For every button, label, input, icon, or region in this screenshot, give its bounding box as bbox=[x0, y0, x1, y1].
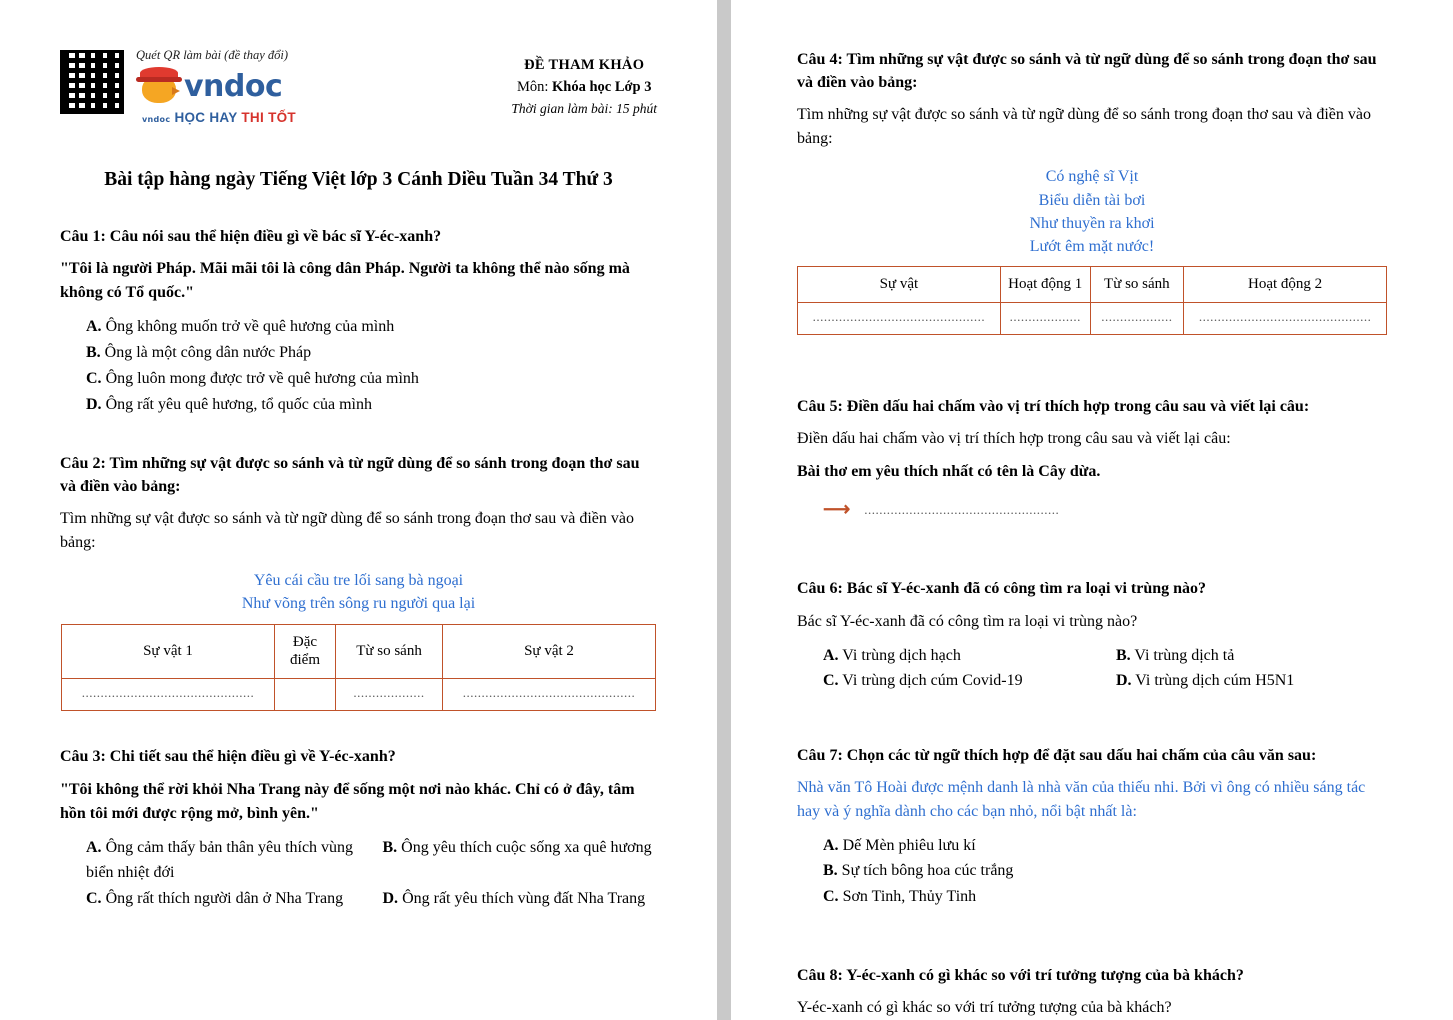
comparison-table bbox=[61, 624, 656, 712]
question-options bbox=[797, 643, 1387, 695]
option-d-key: D. bbox=[382, 890, 399, 908]
question-heading: Câu 3: Chi tiết sau thể hiện điều gì về Y-éc-xanh? bbox=[60, 748, 396, 766]
logo-row bbox=[136, 65, 296, 109]
table-header-cell: Đặc điểm bbox=[275, 624, 336, 679]
option-d[interactable] bbox=[383, 886, 658, 912]
brand-sub: vndoc bbox=[142, 115, 171, 124]
question-passage: Nhà văn Tô Hoài được mệnh danh là nhà văn của thiếu nhi. Bởi vì ông có nhiều sáng tác hay và ý nghĩa dành cho các bạn nhỏ, nổi bật nhất là: bbox=[797, 778, 1366, 820]
option-b-key: B. bbox=[86, 344, 101, 362]
option-a[interactable] bbox=[86, 835, 361, 887]
exam-meta bbox=[511, 48, 657, 120]
poem-line: Như võng trên sông ru người qua lại bbox=[241, 595, 476, 613]
option-a-text: Ông cảm thấy bản thân yêu thích vùng biển nhiệt đới bbox=[86, 838, 354, 882]
table-header-cell: Hoạt động 2 bbox=[1184, 267, 1387, 303]
option-c[interactable] bbox=[823, 884, 1387, 910]
option-c-key: C. bbox=[823, 888, 839, 906]
option-c[interactable] bbox=[86, 366, 657, 392]
option-a-key: A. bbox=[823, 836, 839, 854]
answer-line bbox=[797, 498, 1387, 521]
option-a-text: Ông không muốn trở về quê hương của mình bbox=[105, 318, 395, 336]
option-a[interactable] bbox=[823, 643, 1094, 669]
answer-cell[interactable]: .............................................. bbox=[443, 679, 656, 711]
document-page-2 bbox=[731, 0, 1453, 1020]
answer-cell[interactable]: ................... bbox=[1000, 302, 1090, 334]
poem-line: Yêu cái cầu tre lối sang bà ngoại bbox=[253, 572, 464, 590]
poem-block bbox=[60, 569, 657, 615]
exam-subject-label: Môn: bbox=[516, 79, 549, 96]
answer-cell[interactable]: .............................................. bbox=[62, 679, 275, 711]
question-8 bbox=[797, 964, 1387, 1020]
option-d[interactable] bbox=[1116, 668, 1387, 694]
option-b-key: B. bbox=[823, 862, 838, 880]
table-header-cell: Từ so sánh bbox=[1090, 267, 1184, 303]
option-c-text: Sơn Tinh, Thủy Tinh bbox=[842, 888, 977, 906]
question-heading: Câu 5: Điền dấu hai chấm vào vị trí thích hợp trong câu sau và viết lại câu: bbox=[797, 398, 1310, 416]
answer-cell[interactable]: .............................................. bbox=[1184, 302, 1387, 334]
answer-cell[interactable]: ................... bbox=[1090, 302, 1184, 334]
poem-block bbox=[797, 165, 1387, 258]
question-restatement: Điền dấu hai chấm vào vị trí thích hợp trong câu sau và viết lại câu: bbox=[797, 430, 1231, 448]
option-d-key: D. bbox=[1116, 672, 1132, 690]
poem-line: Có nghệ sĩ Vịt bbox=[1045, 168, 1139, 186]
option-a-key: A. bbox=[86, 838, 102, 856]
option-d-text: Vi trùng dịch cúm H5N1 bbox=[1135, 672, 1295, 690]
page-header bbox=[60, 48, 657, 125]
table-header-cell: Sự vật 2 bbox=[443, 624, 656, 679]
arrow-right-icon: ⟶ bbox=[823, 499, 851, 521]
table-header-row bbox=[798, 267, 1387, 303]
question-options bbox=[797, 833, 1387, 911]
option-b-key: B. bbox=[382, 838, 398, 856]
question-quote: "Tôi là người Pháp. Mãi mãi tôi là công dân Pháp. Người ta không thể nào sống mà không có Tổ quốc." bbox=[60, 260, 630, 302]
option-b[interactable] bbox=[86, 340, 657, 366]
option-b-text: Ông là một công dân nước Pháp bbox=[104, 344, 312, 362]
option-a[interactable] bbox=[823, 833, 1387, 859]
brand-tagline-red: THI TỐT bbox=[241, 110, 296, 125]
question-quote: "Tôi không thể rời khỏi Nha Trang này để sống một nơi nào khác. Chỉ có ở đây, tâm hồn tôi mới được rộng mở, bình yên." bbox=[60, 780, 635, 822]
poem-line: Như thuyền ra khơi bbox=[1029, 214, 1155, 232]
qr-caption: Quét QR làm bài (đề thay đổi) bbox=[136, 48, 289, 62]
question-heading: Câu 6: Bác sĩ Y-éc-xanh đã có công tìm ra loại vi trùng nào? bbox=[797, 580, 1207, 598]
question-5 bbox=[797, 395, 1387, 521]
question-heading: Câu 1: Câu nói sau thể hiện điều gì về bác sĩ Y-éc-xanh? bbox=[60, 228, 442, 245]
option-b-text: Vi trùng dịch tả bbox=[1134, 646, 1235, 664]
document-page-1 bbox=[0, 0, 717, 1020]
option-b[interactable] bbox=[383, 835, 658, 887]
question-options bbox=[60, 835, 657, 913]
question-restatement: Bác sĩ Y-éc-xanh đã có công tìm ra loại vi trùng nào? bbox=[797, 612, 1138, 630]
option-a[interactable] bbox=[86, 314, 657, 340]
option-d[interactable] bbox=[86, 392, 657, 418]
page-title: Bài tập hàng ngày Tiếng Việt lớp 3 Cánh Diều Tuần 34 Thứ 3 bbox=[104, 169, 613, 190]
question-6 bbox=[797, 577, 1387, 694]
table-row bbox=[798, 302, 1387, 334]
question-heading: Câu 7: Chọn các từ ngữ thích hợp để đặt sau dấu hai chấm của câu văn sau: bbox=[797, 747, 1317, 765]
option-c-key: C. bbox=[86, 890, 102, 908]
option-a-text: Vi trùng dịch hạch bbox=[842, 646, 961, 664]
table-header-cell: Sự vật bbox=[798, 267, 1001, 303]
brand-tagline bbox=[138, 110, 296, 125]
brand-block bbox=[60, 48, 296, 125]
exam-duration: Thời gian làm bài: 15 phút bbox=[511, 100, 657, 116]
question-4 bbox=[797, 48, 1387, 335]
option-d-text: Ông rất yêu quê hương, tổ quốc của mình bbox=[105, 395, 372, 413]
option-c-text: Vi trùng dịch cúm Covid-19 bbox=[842, 672, 1023, 690]
table-header-cell: Từ so sánh bbox=[336, 624, 443, 679]
option-b-text: Ông yêu thích cuộc sống xa quê hương bbox=[401, 838, 652, 856]
table-row bbox=[62, 679, 656, 711]
exam-subject bbox=[511, 76, 657, 98]
option-b-text: Sự tích bông hoa cúc trắng bbox=[841, 862, 1014, 880]
option-b[interactable] bbox=[823, 858, 1387, 884]
question-restatement: Tìm những sự vật được so sánh và từ ngữ dùng để so sánh trong đoạn thơ sau và điền vào bảng: bbox=[60, 510, 634, 552]
question-3 bbox=[60, 745, 657, 912]
option-d-text: Ông rất yêu thích vùng đất Nha Trang bbox=[402, 890, 646, 908]
exam-label: ĐỀ THAM KHẢO bbox=[524, 57, 645, 73]
option-c-text: Ông luôn mong được trở về quê hương của mình bbox=[105, 370, 419, 387]
brand-tagline-blue: HỌC HAY bbox=[174, 110, 238, 125]
option-c-key: C. bbox=[823, 672, 839, 690]
table-header-row bbox=[62, 624, 656, 679]
question-heading: Câu 8: Y-éc-xanh có gì khác so với trí tưởng tượng của bà khách? bbox=[797, 967, 1244, 985]
option-c-text: Ông rất thích người dân ở Nha Trang bbox=[105, 890, 344, 908]
question-1 bbox=[60, 225, 657, 418]
question-options bbox=[60, 314, 657, 418]
question-heading: Câu 2: Tìm những sự vật được so sánh và từ ngữ dùng để so sánh trong đoạn thơ sau và điền vào bảng: bbox=[60, 454, 640, 495]
poem-line: Lướt êm mặt nước! bbox=[1029, 237, 1155, 255]
question-7 bbox=[797, 744, 1387, 910]
option-c[interactable] bbox=[823, 668, 1094, 694]
exam-subject-value: Khóa học Lớp 3 bbox=[551, 79, 652, 96]
option-b-key: B. bbox=[1116, 646, 1131, 664]
option-b[interactable] bbox=[1116, 643, 1387, 669]
question-heading: Câu 4: Tìm những sự vật được so sánh và từ ngữ dùng để so sánh trong đoạn thơ sau và điền vào bảng: bbox=[797, 51, 1377, 92]
question-restatement: Tìm những sự vật được so sánh và từ ngữ dùng để so sánh trong đoạn thơ sau và điền vào bảng: bbox=[797, 106, 1371, 148]
answer-cell[interactable]: ................... bbox=[336, 679, 443, 711]
option-c[interactable] bbox=[86, 886, 361, 912]
option-a-text: Dế Mèn phiêu lưu kí bbox=[842, 836, 976, 854]
option-d-key: D. bbox=[86, 395, 102, 413]
answer-cell[interactable]: .............................................. bbox=[798, 302, 1001, 334]
question-sentence: Bài thơ em yêu thích nhất có tên là Cây dừa. bbox=[797, 463, 1101, 481]
brand-name: vndoc bbox=[184, 69, 283, 104]
qr-code-icon[interactable] bbox=[60, 50, 124, 114]
question-2 bbox=[60, 452, 657, 712]
option-a-key: A. bbox=[823, 646, 839, 664]
answer-blank[interactable]: .................................................... bbox=[864, 501, 1060, 517]
table-header-cell: Hoạt động 1 bbox=[1000, 267, 1090, 303]
option-a-key: A. bbox=[86, 318, 102, 336]
table-header-cell: Sự vật 1 bbox=[62, 624, 275, 679]
comparison-table bbox=[797, 266, 1387, 335]
chick-mascot-icon bbox=[136, 65, 182, 109]
option-c-key: C. bbox=[86, 370, 102, 387]
question-restatement: Y-éc-xanh có gì khác so với trí tưởng tượng của bà khách? bbox=[797, 999, 1172, 1017]
answer-cell[interactable] bbox=[275, 679, 336, 711]
poem-line: Biểu diễn tài bơi bbox=[1038, 191, 1146, 209]
brand-text bbox=[136, 48, 296, 125]
